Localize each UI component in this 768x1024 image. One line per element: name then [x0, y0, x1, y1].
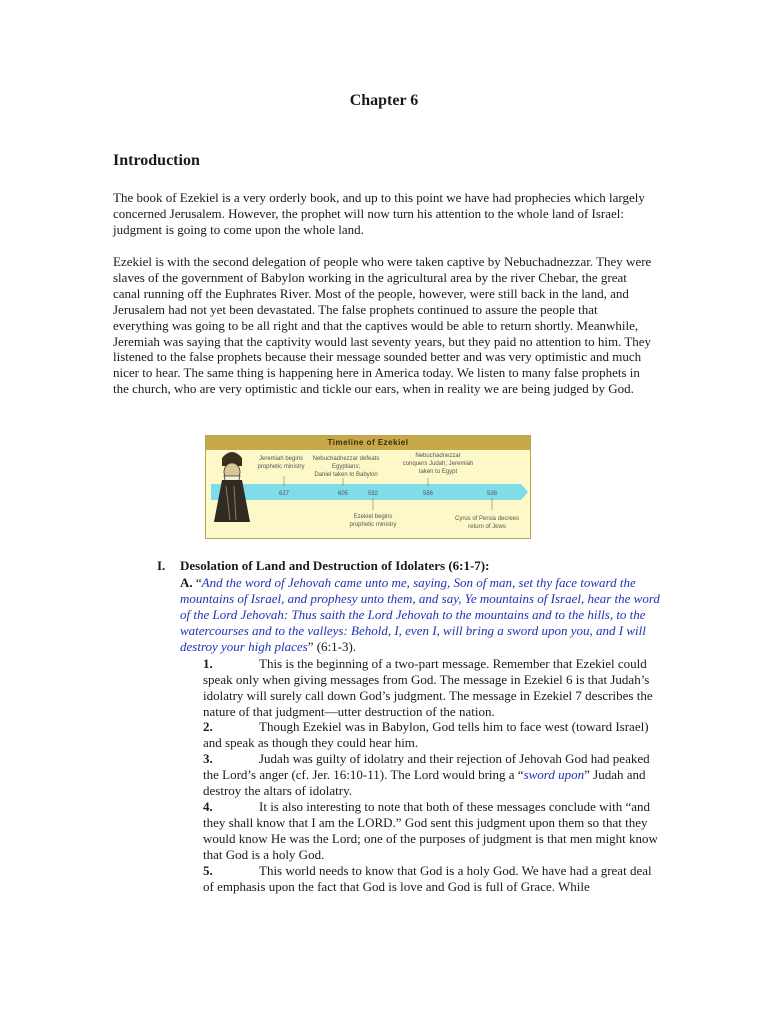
event-label: Daniel taken to Babylon	[314, 472, 378, 478]
event-label: Ezekiel begins	[353, 514, 393, 520]
scripture-quote: And the word of Jehovah came unto me, saying, Son of man, set thy face toward the mountains of Israel, and prophesy unto them, and say, Ye mountains of Israel, hear the word of the Lord Jehovah: Thus saith the Lord Jehovah to the mountains and to the hills, to the watercourses and to the valleys: Behold, I, even I, will bring a sword upon you, and I will destroy your high places	[180, 575, 660, 655]
point-number: 4.	[203, 799, 213, 814]
year-627: 627	[278, 491, 290, 497]
timeline-figure	[205, 435, 531, 539]
year-586: 586	[422, 491, 434, 497]
intro-paragraph-2: Ezekiel is with the second delegation of people who were taken captive by Nebuchadnezzar. They were slaves of the government of Babylon working in the agricultural area by the river Chebar, the great canal running off the Euphrates River. Most of the people, however, were still back in the land, and Jerusalem had not yet been devastated. The false prophets continued to assure the people that everything was going to be all right and that the captives would be able to return shortly. Meanwhile, Jeremiah was saying that the captivity would last seventy years, but they paid no attention to him. They listened to the false prophets because their message sounded better and was very optimistic and much nicer to hear. The same thing is happening here in America today. We listen to many false prophets in the church, who are very optimistic and tickle our ears, when in reality we are being judged by God.	[113, 254, 652, 397]
open-quote: “	[195, 575, 202, 590]
event-label: return of Jews	[468, 524, 506, 530]
outline-point-3	[203, 751, 663, 799]
point-number: 3.	[203, 751, 213, 766]
outline-point-4	[203, 799, 663, 863]
point-text: This world needs to know that God is a holy God. We have had a great deal of emphasis upon the fact that God is love and God is full of Grace. While	[203, 863, 652, 894]
event-label: conquers Judah; Jeremiah	[402, 461, 474, 467]
section-heading: Introduction	[113, 152, 200, 169]
timeline-graphic	[206, 436, 531, 539]
event-label: Jeremiah begins	[258, 456, 304, 462]
point-text: This is the beginning of a two-part message. Remember that Ezekiel could speak only when giving messages from God. The message in Ezekiel 6 is that Judah’s idolatry will surely call down God’s judgment. The message in Ezekiel 7 describes the nature of that judgment—utter destruction of the nation.	[203, 656, 653, 719]
year-538: 538	[486, 491, 498, 497]
point-number: 1.	[203, 656, 213, 671]
year-592: 592	[367, 491, 379, 497]
outline-title: Desolation of Land and Destruction of Idolaters (6:1-7):	[180, 558, 490, 573]
intro-paragraph-1: The book of Ezekiel is a very orderly book, and up to this point we have had prophecies which largely concerned Jerusalem. However, the prophet will now turn his attention to the whole land of Israel: judgment is going to come upon the whole land.	[113, 190, 645, 237]
point-text: Judah was guilty of idolatry and their rejection of Jehovah God had peaked the Lord’s anger (cf. Jer. 16:10-11). The Lord would bring a “	[203, 751, 650, 782]
event-label: Nebuchadnezzar	[415, 453, 461, 459]
item-letter: A.	[180, 575, 193, 590]
outline-number: I.	[157, 558, 166, 573]
event-label: prophetic ministry	[257, 464, 305, 470]
outline-point-2	[203, 719, 663, 751]
event-label: Nebuchadnezzar defeats	[312, 456, 380, 462]
event-label: prophetic ministry	[349, 522, 397, 528]
event-label: Egyptians;	[331, 464, 361, 470]
outline-point-5	[203, 863, 663, 895]
quote-reference: ” (6:1-3).	[307, 639, 357, 655]
chapter-title: Chapter 6	[349, 92, 419, 109]
point-text: ” Judah and destroy the altars of idolatry.	[203, 767, 646, 798]
scripture-quote: sword upon	[523, 767, 585, 782]
year-605: 605	[337, 491, 349, 497]
outline-item-a	[180, 575, 662, 655]
outline-heading	[157, 558, 489, 574]
outline-point-1	[203, 656, 663, 720]
point-text: Though Ezekiel was in Babylon, God tells him to face west (toward Israel) and speak as though they could hear him.	[203, 719, 649, 750]
point-number: 5.	[203, 863, 213, 878]
timeline-title: Timeline of Ezekiel	[206, 436, 530, 450]
event-label: taken to Egypt	[418, 469, 458, 475]
point-number: 2.	[203, 719, 213, 734]
event-label: Cyrus of Persia decrees	[454, 516, 520, 522]
point-text: It is also interesting to note that both of these messages conclude with “and they shall know that I am the LORD.” God sent this judgment upon them so that they would know He was the Lord; one of the purposes of judgment is that men might know that God is a holy God.	[203, 799, 658, 862]
